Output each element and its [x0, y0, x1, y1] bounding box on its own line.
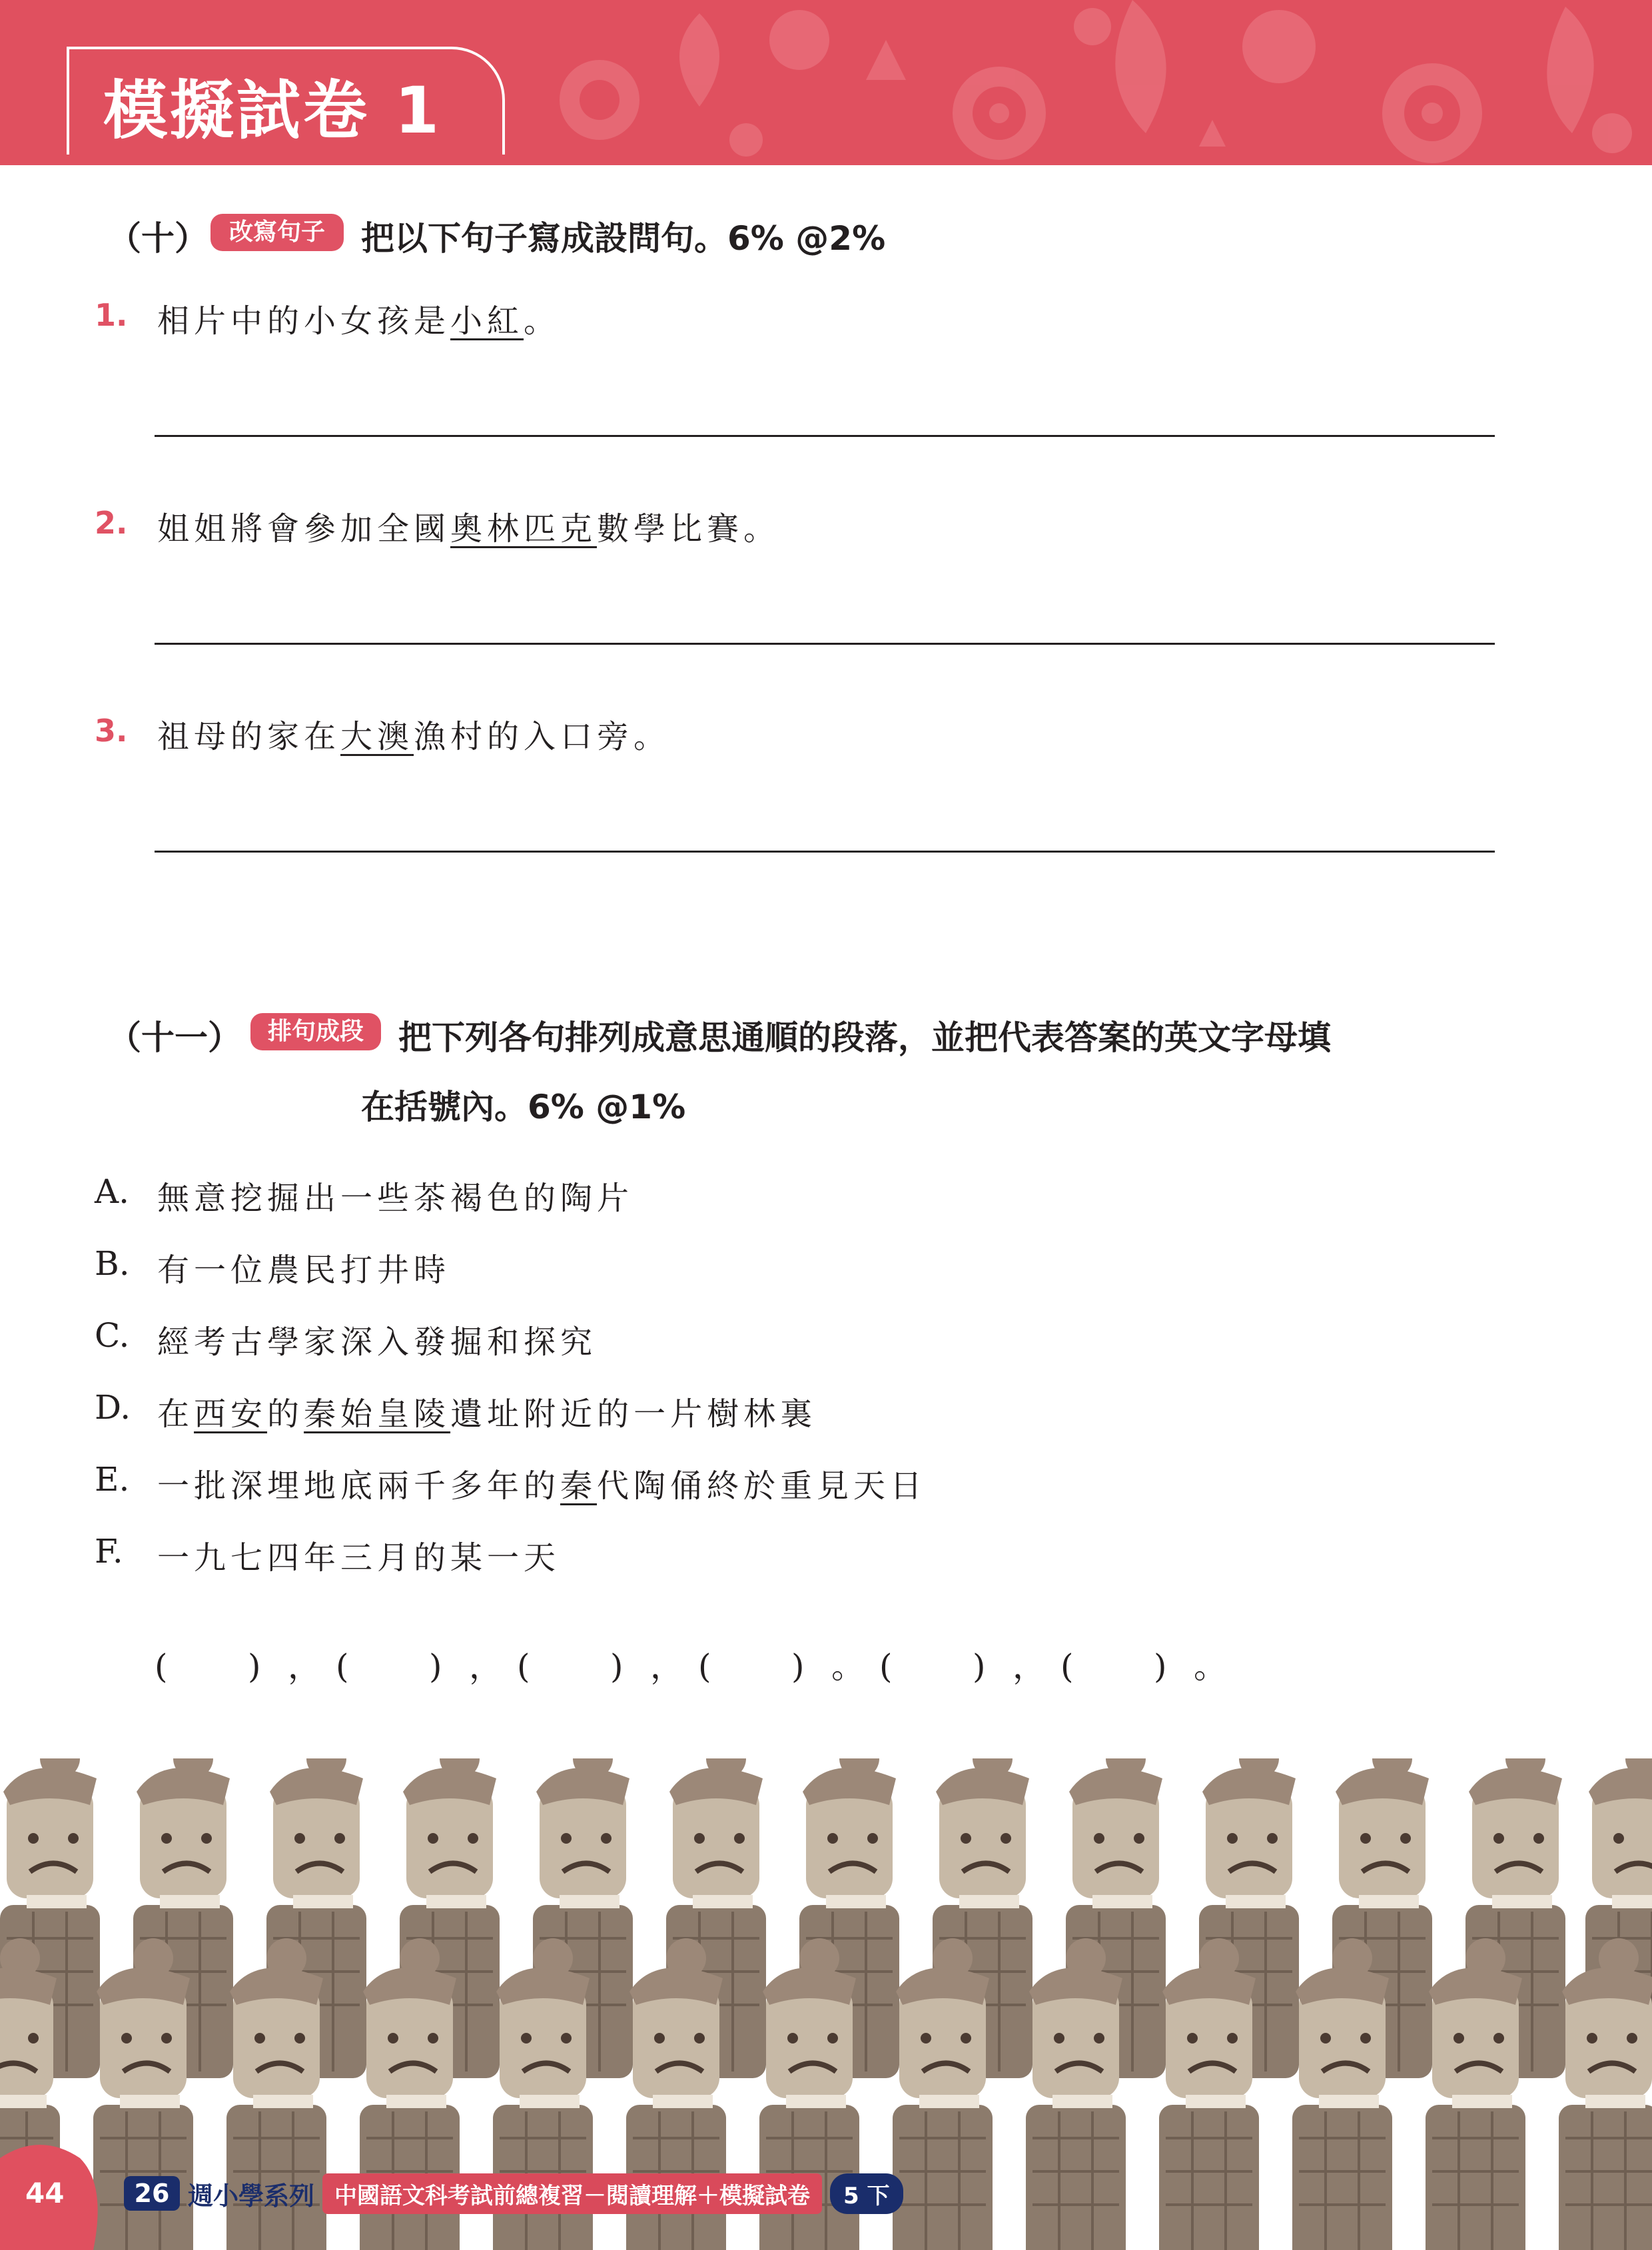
section10-number: （十） [108, 219, 208, 258]
section11-instruction-line2: 在括號內。6% @1% [361, 1088, 686, 1126]
bracket-close: ) [791, 1647, 805, 1686]
option-text: 有一位農民打井時 [157, 1252, 451, 1289]
question-number: 3. [95, 713, 128, 749]
bracket-close: ) [610, 1647, 623, 1686]
section10-tag: 改寫句子 [210, 214, 344, 251]
underlined-name: 大澳 [340, 718, 414, 755]
underlined-name: 奧林匹克 [450, 510, 598, 548]
series-logo: 26 [124, 2176, 180, 2211]
answer-line[interactable] [155, 851, 1495, 853]
option-text: 經考古學家深入發掘和探究 [157, 1323, 598, 1361]
bracket-close: ) [248, 1647, 261, 1686]
punctuation: ， [650, 1647, 683, 1686]
section10-instruction: 把以下句子寫成設問句。6% @2% [361, 219, 886, 258]
punctuation: 。 [831, 1647, 865, 1686]
option-letter: C. [95, 1316, 130, 1355]
header-banner [0, 0, 1652, 165]
question-text: 姐姐將會參加全國奧林匹克數學比賽。 [157, 510, 781, 548]
underlined-name: 秦 [560, 1467, 598, 1505]
option-letter: E. [95, 1460, 130, 1499]
underlined-name: 秦始皇陵 [304, 1395, 451, 1433]
underlined-name: 小紅 [450, 302, 524, 340]
question-number: 1. [95, 297, 128, 333]
bracket-open: ( [155, 1647, 168, 1686]
answer-brackets[interactable] [155, 1640, 1242, 1688]
option-letter: A. [95, 1172, 130, 1211]
bracket-close: ) [429, 1647, 442, 1686]
option-letter: B. [95, 1244, 130, 1283]
section11-tag: 排句成段 [250, 1013, 381, 1050]
punctuation: ， [1013, 1647, 1046, 1686]
page-number: 44 [25, 2177, 65, 2209]
question-number: 2. [95, 505, 128, 541]
option-text: 在西安的秦始皇陵遺址附近的一片樹林裏 [157, 1395, 817, 1433]
footer [124, 2171, 903, 2215]
bracket-open: ( [1060, 1647, 1074, 1686]
question-text: 相片中的小女孩是小紅。 [157, 302, 561, 340]
question-text: 祖母的家在大澳漁村的入口旁。 [157, 718, 671, 755]
bracket-open: ( [517, 1647, 530, 1686]
section11-number: （十一） [108, 1018, 241, 1057]
option-text: 無意挖掘出一些茶褐色的陶片 [157, 1180, 634, 1217]
series-name: 週小學系列 [188, 2181, 315, 2211]
bracket-close: ) [1154, 1647, 1167, 1686]
bracket-open: ( [336, 1647, 349, 1686]
punctuation: ， [288, 1647, 321, 1686]
punctuation: ， [469, 1647, 502, 1686]
bracket-open: ( [879, 1647, 893, 1686]
book-title: 中國語文科考試前總複習－閱讀理解＋模擬試卷 [322, 2173, 822, 2214]
option-letter: F. [95, 1532, 123, 1571]
grade-badge: 5 下 [830, 2173, 903, 2214]
option-letter: D. [95, 1388, 131, 1427]
answer-line[interactable] [155, 435, 1495, 437]
bracket-close: ) [973, 1647, 986, 1686]
option-text: 一批深埋地底兩千多年的秦代陶俑終於重見天日 [157, 1467, 927, 1505]
page-title: 模擬試卷 1 [103, 73, 442, 148]
bracket-open: ( [698, 1647, 711, 1686]
underlined-name: 西安 [194, 1395, 268, 1433]
answer-line[interactable] [155, 643, 1495, 645]
section11-instruction-line1: 把下列各句排列成意思通順的段落，並把代表答案的英文字母填 [398, 1018, 1331, 1057]
option-text: 一九七四年三月的某一天 [157, 1539, 561, 1577]
punctuation: 。 [1194, 1647, 1227, 1686]
